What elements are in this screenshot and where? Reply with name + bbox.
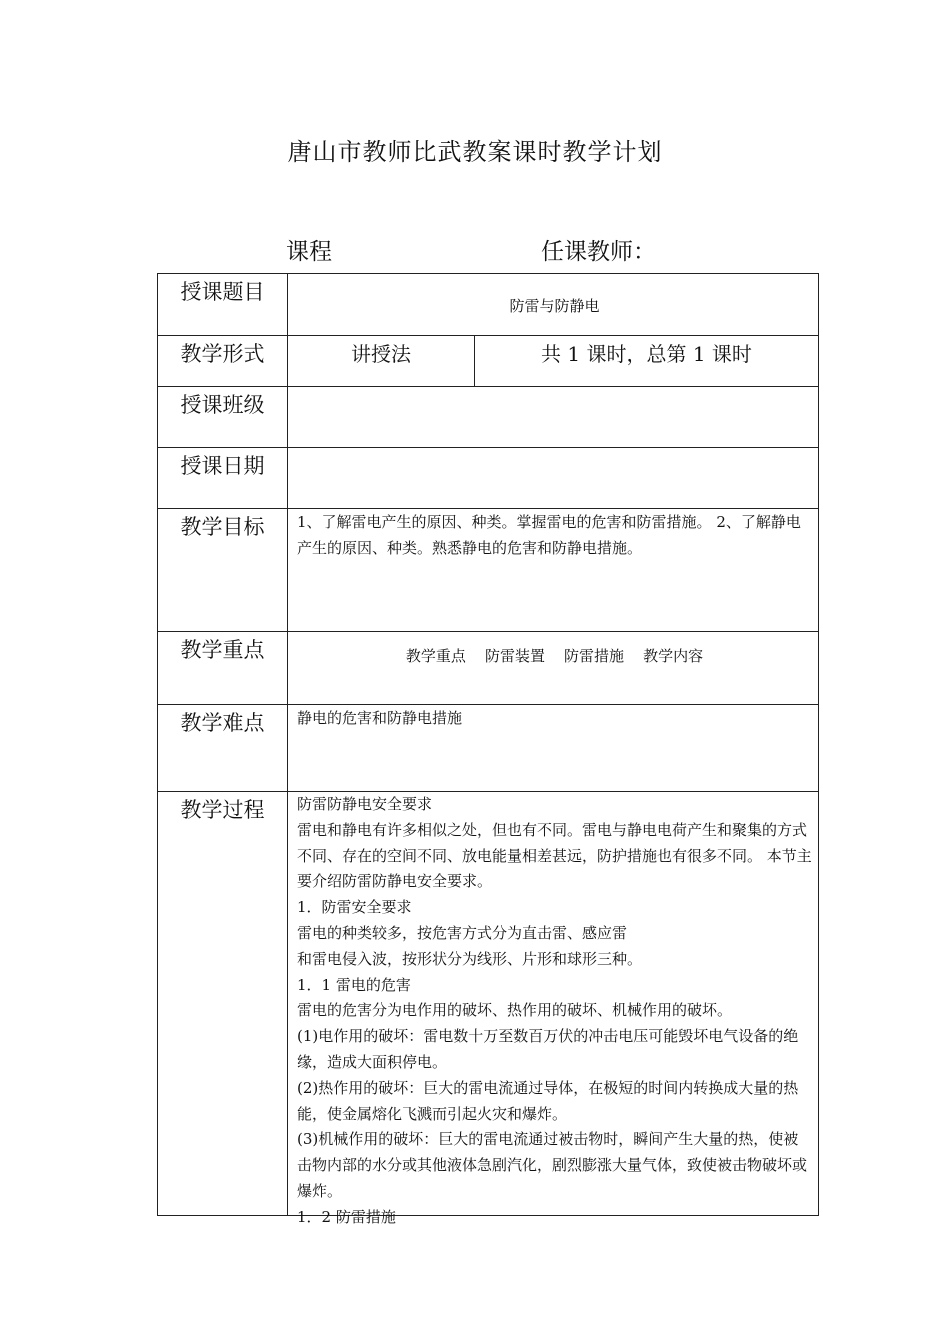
row-date (158, 447, 818, 508)
key-label: 教学重点 (158, 632, 288, 704)
row-class (158, 386, 818, 447)
process-line: 防雷防静电安全要求 (297, 795, 433, 813)
topic-value: 防雷与防静电 (509, 297, 600, 315)
process-line: 雷电和静电有许多相似之处，但也有不同。雷电与静电电荷产生和聚集的方式不同、存在的空间不同、放电能量相差甚远，防护措施也有很多不同。 本节主要介绍防雷防静电安全要求。 (297, 820, 812, 891)
process-content (288, 792, 818, 1226)
key-value: 教学重点 防雷装置 防雷措施 教学内容 (405, 647, 704, 665)
process-line: 雷电的种类较多，按危害方式分为直击雷、感应雷 (297, 923, 628, 942)
class-value (288, 387, 818, 447)
process-line: 雷电的危害分为电作用的破坏、热作用的破坏、机械作用的破坏。 (297, 1001, 733, 1020)
difficulty-label: 教学难点 (158, 705, 288, 791)
goal-label: 教学目标 (158, 509, 288, 631)
row-key (158, 631, 818, 704)
form-label: 教学形式 (158, 336, 288, 386)
process-line: 和雷电侵入波，按形状分为线形、片形和球形三种。 (297, 949, 643, 968)
process-line: 1．防雷安全要求 (297, 898, 412, 917)
process-line: 1．1 雷电的危害 (297, 975, 411, 994)
date-value (288, 448, 818, 508)
row-process (158, 791, 818, 1226)
page-title: 唐山市教师比武教案课时教学计划 (287, 138, 663, 166)
class-label: 授课班级 (158, 387, 288, 447)
form-method: 讲授法 (288, 336, 475, 386)
form-hours: 共 1 课时，总第 1 课时 (541, 342, 752, 366)
course-label: 课程 (286, 239, 332, 265)
process-label: 教学过程 (158, 792, 288, 1215)
difficulty-value: 静电的危害和防静电措施 (297, 709, 463, 727)
row-difficulty (158, 704, 818, 791)
process-line: (3)机械作用的破坏：巨大的雷电流通过被击物时，瞬间产生大量的热，使被击物内部的水分或其他液体急剧汽化，剧烈膨涨大量气体，致使被击物破坏或爆炸。 (297, 1130, 808, 1200)
date-label: 授课日期 (158, 448, 288, 508)
process-line: (1)电作用的破坏：雷电数十万至数百万伏的冲击电压可能毁坏电气设备的绝缘，造成大面积停电。 (297, 1027, 799, 1071)
topic-label: 授课题目 (158, 274, 288, 335)
process-line: 1．2 防雷措施 (297, 1207, 396, 1226)
process-line: (2)热作用的破坏：巨大的雷电流通过导体，在极短的时间内转换成大量的热能，使金属熔化飞溅而引起火灾和爆炸。 (297, 1078, 799, 1123)
row-form (158, 335, 818, 386)
teacher-label: 任课教师： (541, 239, 656, 265)
row-goal (158, 508, 818, 631)
row-topic (158, 274, 818, 335)
lesson-plan-table (157, 273, 819, 1226)
goal-value: 1、了解雷电产生的原因、种类。掌握雷电的危害和防雷措施。 2、了解静电产生的原因、种类。熟悉静电的危害和防静电措施。 (297, 513, 801, 557)
